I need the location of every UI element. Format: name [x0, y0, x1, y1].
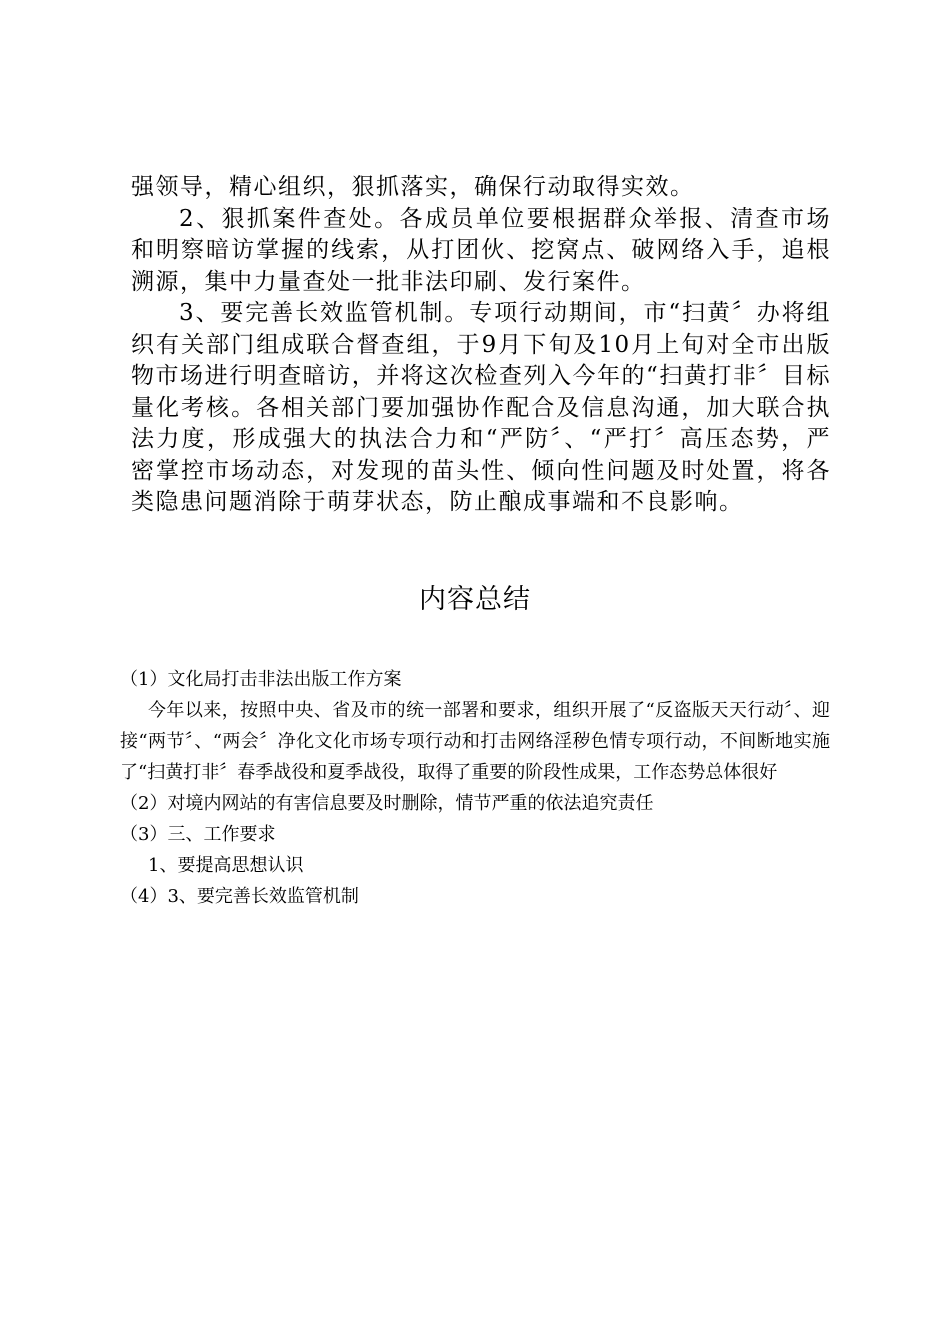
summary-item-1-text: 今年以来，按照中央、省及市的统一部署和要求，组织开展了“反盗版天天行动〞、迎接“两节〞、“两会〞净化文化市场专项行动和打击网络淫秽色情专项行动，不间断地实施了“扫黄打非〞春季战役和夏季战役，取得了重要的阶段性成果，工作态势总体很好	[120, 700, 830, 783]
body-text	[131, 172, 831, 519]
summary-section	[120, 664, 830, 912]
summary-item-3-sub: 1、要提高思想认识	[148, 855, 304, 876]
paragraph-continuation: 强领导，精心组织，狠抓落实，确保行动取得实效。	[131, 174, 695, 200]
summary-title: 内容总结	[419, 584, 531, 615]
summary-item-3: （3）三、工作要求	[120, 824, 276, 845]
summary-item-2: （2）对境内网站的有害信息要及时删除，情节严重的依法追究责任	[120, 793, 654, 814]
paragraph-supervision-mechanism: 3、要完善长效监管机制。专项行动期间，市“扫黄〞办将组织有关部门组成联合督查组，于9月下旬及10月上旬对全市出版物市场进行明查暗访，并将这次检查列入今年的“扫黄打非〞目标量化考核。各相关部门要加强协作配合及信息沟通，加大联合执法力度，形成强大的执法合力和“严防〞、“严打〞高压态势，严密掌控市场动态，对发现的苗头性、倾向性问题及时处置，将各类隐患问题消除于萌芽状态，防止酿成事端和不良影响。	[131, 300, 831, 515]
paragraph-case-handling: 2、狠抓案件查处。各成员单位要根据群众举报、清查市场和明察暗访掌握的线索，从打团伙、挖窝点、破网络入手，追根溯源，集中力量查处一批非法印刷、发行案件。	[131, 205, 831, 295]
summary-item-4: （4）3、要完善长效监管机制	[120, 886, 359, 907]
summary-item-1: （1）文化局打击非法出版工作方案	[120, 669, 402, 690]
